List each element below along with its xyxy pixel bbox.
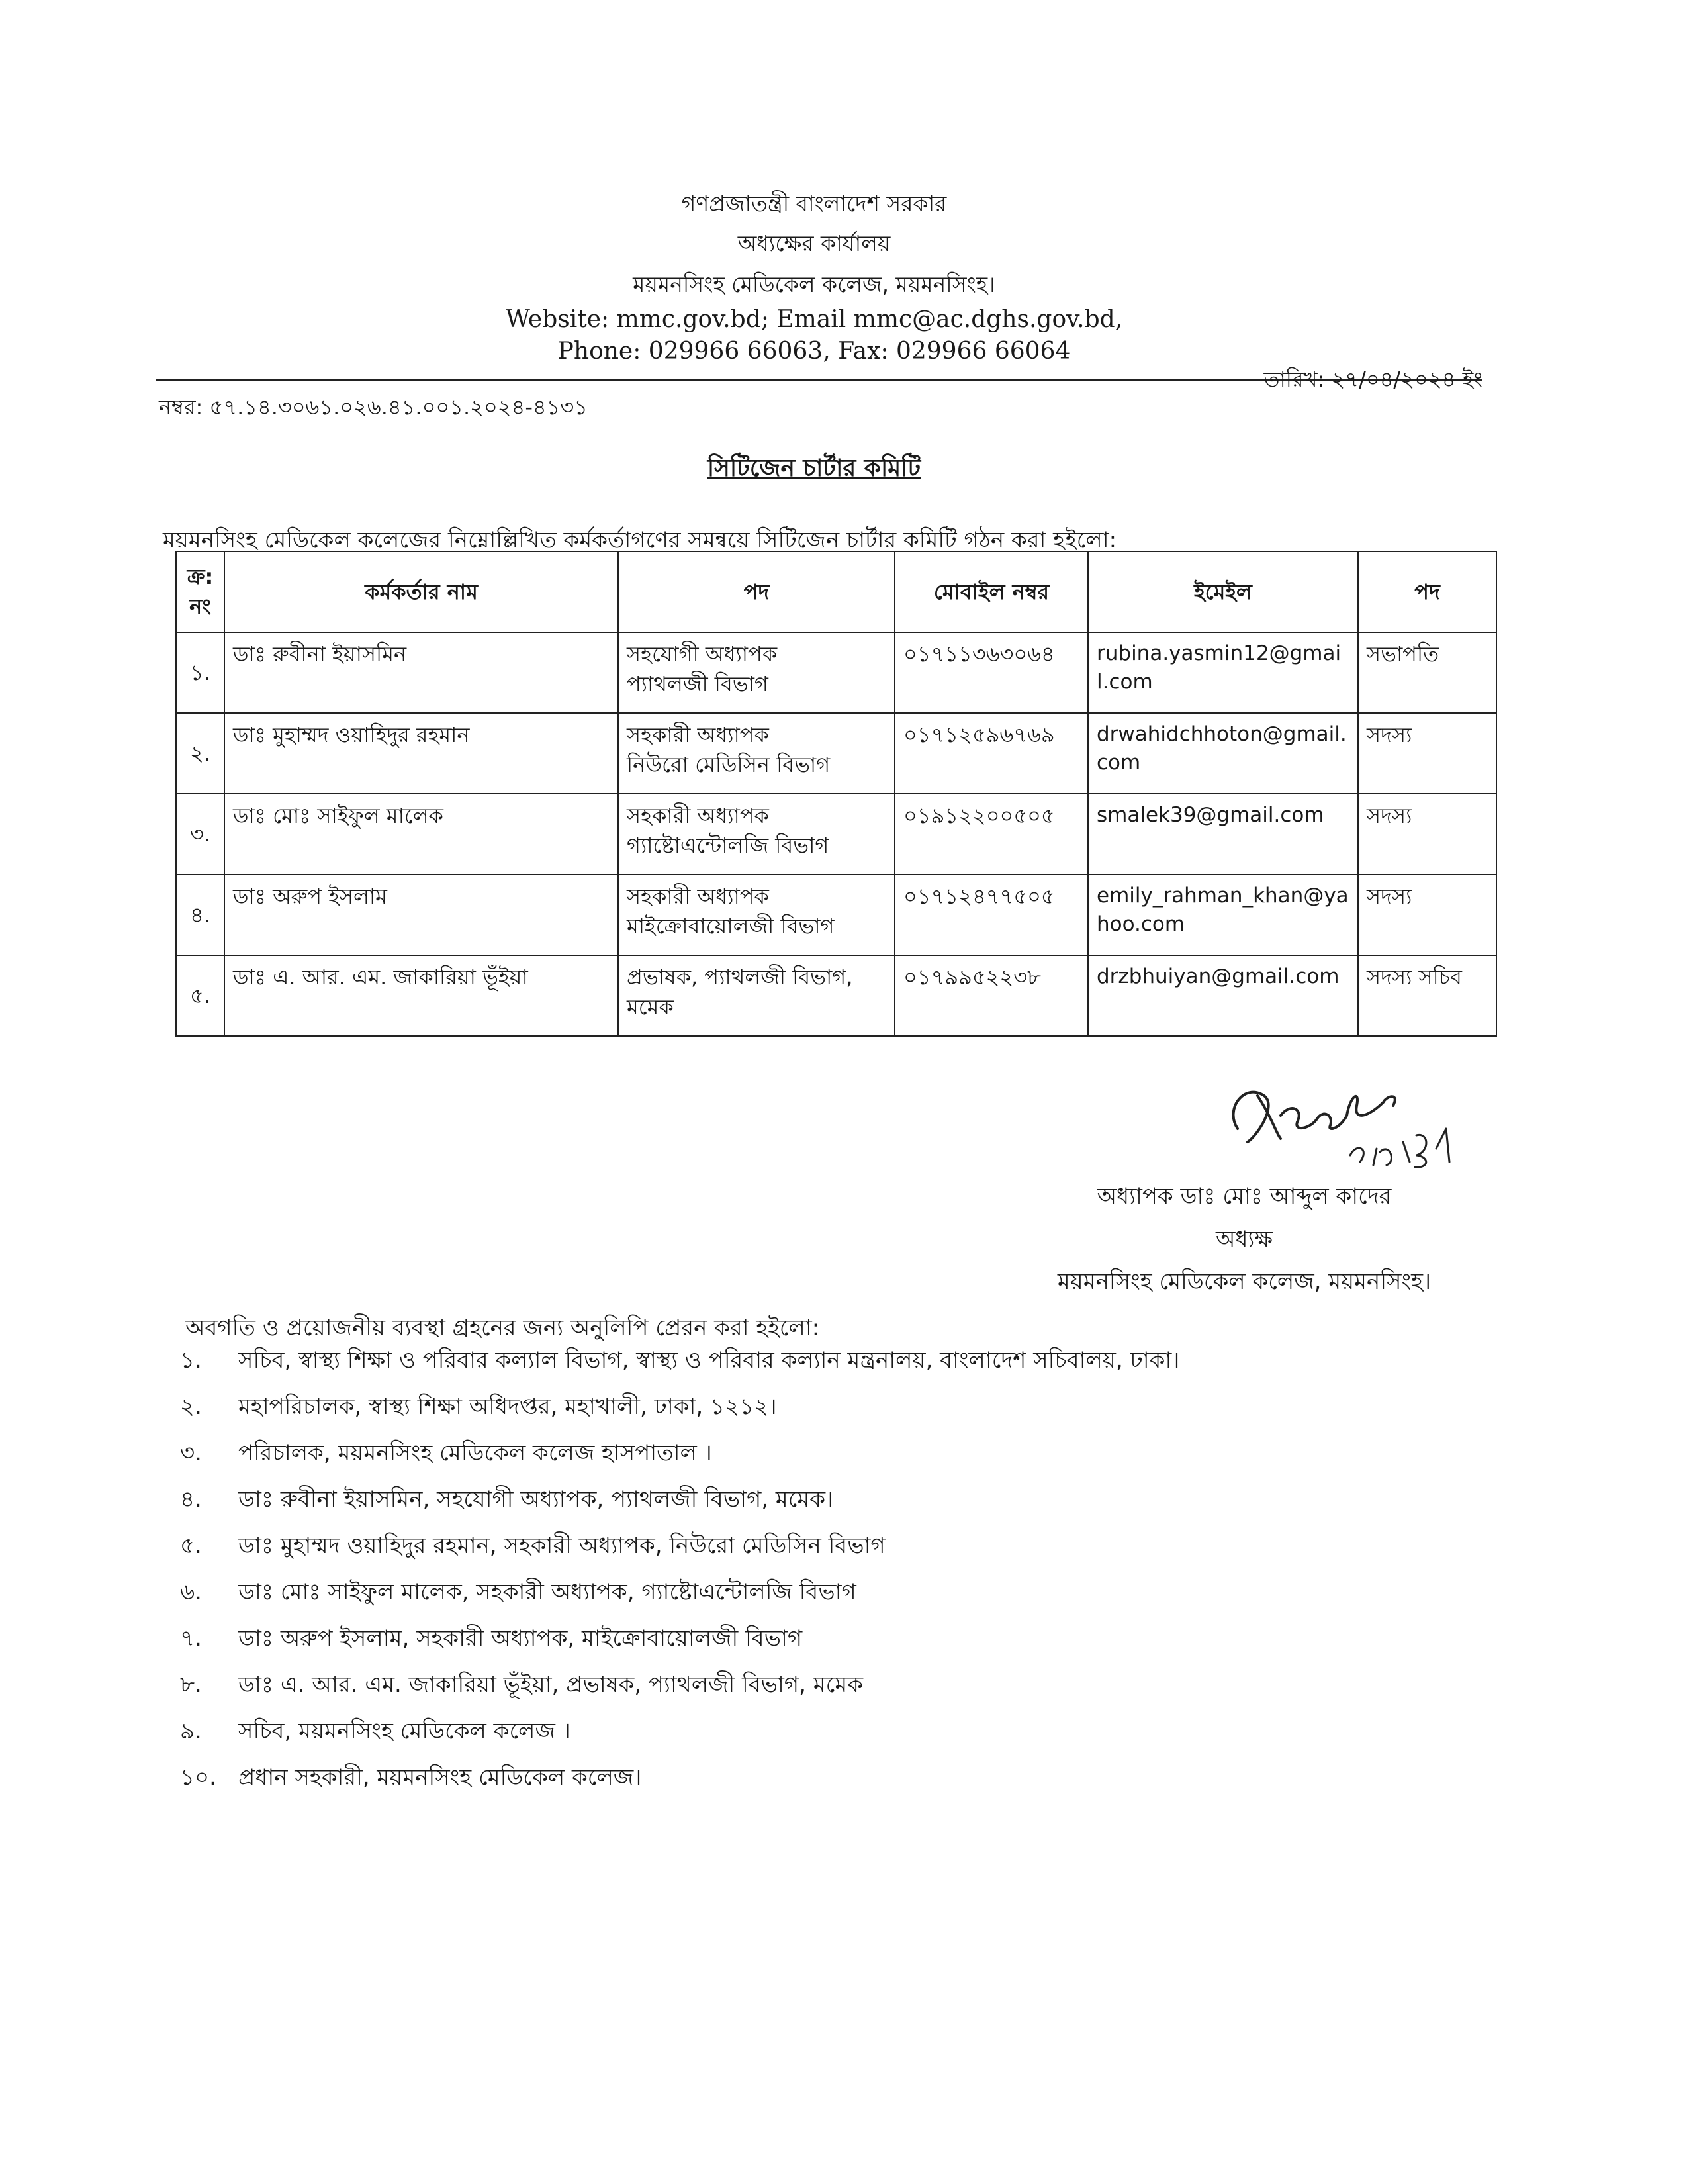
signatory-org: ময়মনসিংহ মেডিকেল কলেজ, ময়মনসিংহ।: [1057, 1268, 1432, 1296]
row-name: ডাঃ মুহাম্মদ ওয়াহিদুর রহমান: [224, 713, 618, 794]
list-item-text: সচিব, ময়মনসিংহ মেডিকেল কলেজ ।: [238, 1717, 570, 1744]
row-department: মাইক্রোবায়োলজী বিভাগ: [627, 913, 835, 939]
phone-fax-line: Phone: 029966 66063, Fax: 029966 66064: [557, 338, 1071, 365]
row-department: নিউরো মেডিসিন বিভাগ: [627, 751, 831, 777]
row-serial: ৩.: [176, 794, 224, 875]
memo-date: তারিখ: ২৭/০৪/২০২৪ ইং: [1263, 367, 1482, 392]
list-item: [180, 1617, 1504, 1663]
committee-intro: ময়মনসিংহ মেডিকেল কলেজের নিম্নোল্লিখিত কর্মকর্তাগণের সমন্বয়ে সিটিজেন চার্টার কমিটি গঠন করা হইলো:: [163, 527, 1117, 553]
handwritten-signature: [1218, 1069, 1509, 1175]
list-item-number: ১০.: [180, 1764, 216, 1791]
subject-heading: সিটিজেন চার্টার কমিটি: [707, 455, 921, 482]
table-row: [176, 632, 1496, 713]
row-role: সভাপতি: [1358, 632, 1496, 713]
list-item: [180, 1570, 1504, 1617]
list-item-number: ১.: [180, 1347, 202, 1374]
header-name: কর্মকর্তার নাম: [224, 551, 618, 632]
row-designation: সহকারী অধ্যাপক: [627, 884, 769, 909]
row-email: drzbhuiyan@gmail.com: [1088, 955, 1358, 1036]
list-item: [180, 1478, 1504, 1524]
cc-list: [180, 1339, 1504, 1802]
college-title: ময়মনসিংহ মেডিকেল কলেজ, ময়মনসিংহ।: [633, 271, 995, 297]
government-title: গণপ্রজাতন্ত্রী বাংলাদেশ সরকার: [681, 191, 947, 216]
signatory-title: অধ্যক্ষ: [1216, 1225, 1273, 1253]
list-item: [180, 1663, 1504, 1709]
list-item-text: প্রধান সহকারী, ময়মনসিংহ মেডিকেল কলেজ।: [238, 1764, 642, 1791]
row-designation-cell: [618, 794, 895, 875]
signatory-name: অধ্যাপক ডাঃ মোঃ আব্দুল কাদের: [1097, 1183, 1392, 1210]
row-designation: সহকারী অধ্যাপক: [627, 803, 769, 828]
list-item-number: ৮.: [180, 1671, 202, 1698]
row-role: সদস্য: [1358, 794, 1496, 875]
row-email: smalek39@gmail.com: [1088, 794, 1358, 875]
list-item: [180, 1756, 1504, 1802]
row-role: সদস্য সচিব: [1358, 955, 1496, 1036]
row-designation: সহকারী অধ্যাপক: [627, 722, 769, 747]
row-designation: সহযোগী অধ্যাপক: [627, 641, 778, 667]
list-item-text: পরিচালক, ময়মনসিংহ মেডিকেল কলেজ হাসপাতাল ।: [238, 1439, 712, 1466]
row-department: গ্যাষ্টোএন্টোলজি বিভাগ: [627, 832, 829, 858]
row-designation-cell: [618, 713, 895, 794]
header-role: পদ: [1358, 551, 1496, 632]
row-name: ডাঃ রুবীনা ইয়াসমিন: [224, 632, 618, 713]
row-mobile: ০১৭৯৯৫২২৩৮: [895, 955, 1088, 1036]
row-email: rubina.yasmin12@gmail.com: [1088, 632, 1358, 713]
header-serial: ক্র: নং: [176, 551, 224, 632]
table-row: [176, 713, 1496, 794]
row-serial: ৪.: [176, 875, 224, 955]
list-item-number: ২.: [180, 1393, 202, 1420]
header-mobile: মোবাইল নম্বর: [895, 551, 1088, 632]
website-email-line: Website: mmc.gov.bd; Email mmc@ac.dghs.gov.bd,: [505, 306, 1123, 333]
row-email: emily_rahman_khan@yahoo.com: [1088, 875, 1358, 955]
row-serial: ২.: [176, 713, 224, 794]
list-item: [180, 1524, 1504, 1570]
list-item-number: ৩.: [180, 1439, 202, 1466]
list-item: [180, 1709, 1504, 1756]
cc-intro: অবগতি ও প্রয়োজনীয় ব্যবস্থা গ্রহনের জন্য অনুলিপি প্রেরন করা হইলো:: [185, 1315, 820, 1341]
row-role: সদস্য: [1358, 875, 1496, 955]
row-role: সদস্য: [1358, 713, 1496, 794]
committee-table: [175, 551, 1497, 1037]
list-item-text: ডাঃ মোঃ সাইফুল মালেক, সহকারী অধ্যাপক, গ্যাষ্টোএন্টোলজি বিভাগ: [238, 1578, 856, 1605]
list-item-text: সচিব, স্বাস্থ্য শিক্ষা ও পরিবার কল্যাল বিভাগ, স্বাস্থ্য ও পরিবার কল্যান মন্ত্রনালয়, বাংলাদেশ সচিবালয়, ঢাকা।: [238, 1347, 1180, 1374]
table-row: [176, 794, 1496, 875]
row-name: ডাঃ মোঃ সাইফুল মালেক: [224, 794, 618, 875]
row-mobile: ০১৯১২২০০৫০৫: [895, 794, 1088, 875]
header-email: ইমেইল: [1088, 551, 1358, 632]
list-item-text: ডাঃ অরুপ ইসলাম, সহকারী অধ্যাপক, মাইক্রোবায়োলজী বিভাগ: [238, 1625, 803, 1652]
row-serial: ৫.: [176, 955, 224, 1036]
list-item: [180, 1431, 1504, 1478]
row-designation-cell: [618, 875, 895, 955]
list-item-number: ৯.: [180, 1717, 202, 1744]
table-row: [176, 955, 1496, 1036]
list-item-number: ৭.: [180, 1625, 202, 1652]
row-designation-cell: [618, 632, 895, 713]
row-name: ডাঃ অরুপ ইসলাম: [224, 875, 618, 955]
list-item-number: ৬.: [180, 1578, 202, 1605]
row-department: মমেক: [627, 994, 674, 1020]
list-item: [180, 1339, 1504, 1385]
row-name: ডাঃ এ. আর. এম. জাকারিয়া ভূঁইয়া: [224, 955, 618, 1036]
list-item-number: ৪.: [180, 1486, 202, 1513]
row-mobile: ০১৭১২৫৯৬৭৬৯: [895, 713, 1088, 794]
memo-number: নম্বর: ৫৭.১৪.৩০৬১.০২৬.৪১.০০১.২০২৪-৪১৩১: [159, 395, 588, 420]
row-department: প্যাথলজী বিভাগ: [627, 671, 768, 696]
list-item-text: ডাঃ এ. আর. এম. জাকারিয়া ভূঁইয়া, প্রভাষক, প্যাথলজী বিভাগ, মমেক: [238, 1671, 863, 1698]
row-email: drwahidchhoton@gmail.com: [1088, 713, 1358, 794]
row-designation-cell: [618, 955, 895, 1036]
table-row: [176, 875, 1496, 955]
list-item: [180, 1385, 1504, 1431]
list-item-text: ডাঃ রুবীনা ইয়াসমিন, সহযোগী অধ্যাপক, প্যাথলজী বিভাগ, মমেক।: [238, 1486, 834, 1513]
row-mobile: ০১৭১২৪৭৭৫০৫: [895, 875, 1088, 955]
list-item-number: ৫.: [180, 1532, 202, 1559]
signatory-block: [1013, 1175, 1476, 1304]
row-serial: ১.: [176, 632, 224, 713]
list-item-text: মহাপরিচালক, স্বাস্থ্য শিক্ষা অধিদপ্তর, মহাখালী, ঢাকা, ১২১২।: [238, 1393, 777, 1420]
table-header-row: [176, 551, 1496, 632]
office-title: অধ্যক্ষের কার্যালয়: [737, 230, 891, 256]
row-mobile: ০১৭১১৩৬৩০৬৪: [895, 632, 1088, 713]
header-designation: পদ: [618, 551, 895, 632]
row-designation: প্রভাষক, প্যাথলজী বিভাগ,: [627, 965, 853, 990]
list-item-text: ডাঃ মুহাম্মদ ওয়াহিদুর রহমান, সহকারী অধ্যাপক, নিউরো মেডিসিন বিভাগ: [238, 1532, 886, 1559]
